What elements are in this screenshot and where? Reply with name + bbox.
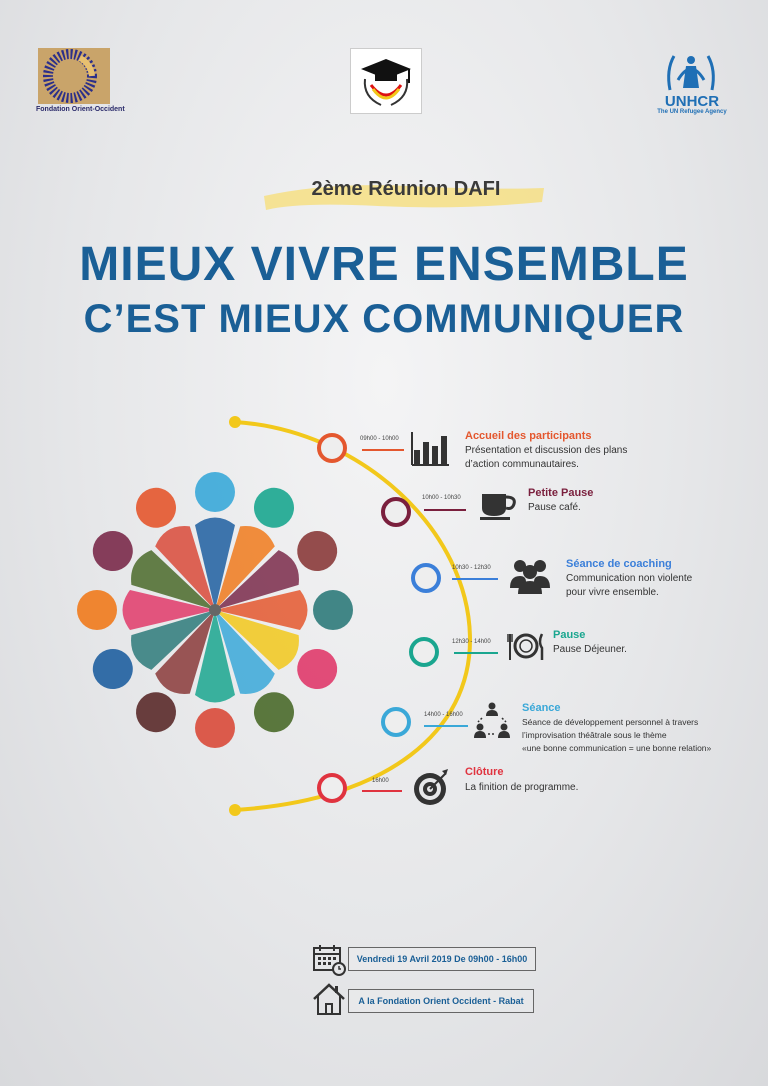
event-title: Accueil des participants [465, 430, 592, 442]
time-label: 16h00 [372, 778, 389, 784]
event-title: Petite Pause [528, 487, 594, 499]
fondation-orient-occident-logo [38, 48, 110, 104]
event-description-line: Pause café. [528, 502, 581, 513]
event-title: Clôture [465, 766, 504, 778]
event-subtitle: 2ème Réunion DAFI [311, 178, 501, 200]
time-label: 10h30 - 12h30 [452, 565, 491, 571]
event-description-line: d’action communautaires. [465, 459, 579, 470]
event-description-line: «une bonne communication = une bonne relation» [522, 743, 712, 753]
unhcr-emblem-icon [664, 50, 718, 92]
timeline-node-3 [413, 565, 439, 591]
main-title-line-1: MIEUX VIVRE ENSEMBLE [79, 238, 689, 291]
time-label: 12h30 - 14h00 [452, 639, 491, 645]
event-description-line: l’improvisation théâtrale sous le thème [522, 730, 667, 740]
date-box: Vendredi 19 Avril 2019 De 09h00 - 16h00 [348, 947, 536, 971]
event-title: Séance [522, 702, 561, 714]
unhcr-wordmark: UNHCR [664, 93, 720, 110]
unhcr-tagline: The UN Refugee Agency [657, 109, 727, 115]
dafi-logo [350, 48, 422, 114]
location-box: A la Fondation Orient Occident - Rabat [348, 989, 534, 1013]
event-title: Pause [553, 629, 586, 641]
event-description-line: Séance de développement personnel à travers [522, 717, 699, 727]
timeline-node-4 [411, 639, 437, 665]
event-description-line: Pause Déjeuner. [553, 644, 627, 655]
event-description-line: pour vivre ensemble. [566, 587, 659, 598]
time-label: 14h00 - 16h00 [424, 712, 463, 718]
event-description-line: Présentation et discussion des plans [465, 445, 628, 456]
event-title: Séance de coaching [566, 558, 672, 570]
timeline-node-5 [383, 709, 409, 735]
house-icon [312, 982, 346, 1016]
time-label: 10h00 - 10h30 [422, 495, 461, 501]
event-description-line: La finition de programme. [465, 782, 579, 793]
calendar-icon [312, 944, 346, 976]
main-title-line-2: C’EST MIEUX COMMUNIQUER [83, 297, 685, 341]
time-label: 09h00 - 10h00 [360, 436, 399, 442]
foundation-label: Fondation Orient-Occident [36, 106, 125, 113]
timeline-node-1 [319, 435, 345, 461]
event-description-line: Communication non violente [566, 573, 693, 584]
timeline-node-2 [383, 499, 409, 525]
timeline-nodes [0, 400, 768, 830]
timeline-node-6 [319, 775, 345, 801]
